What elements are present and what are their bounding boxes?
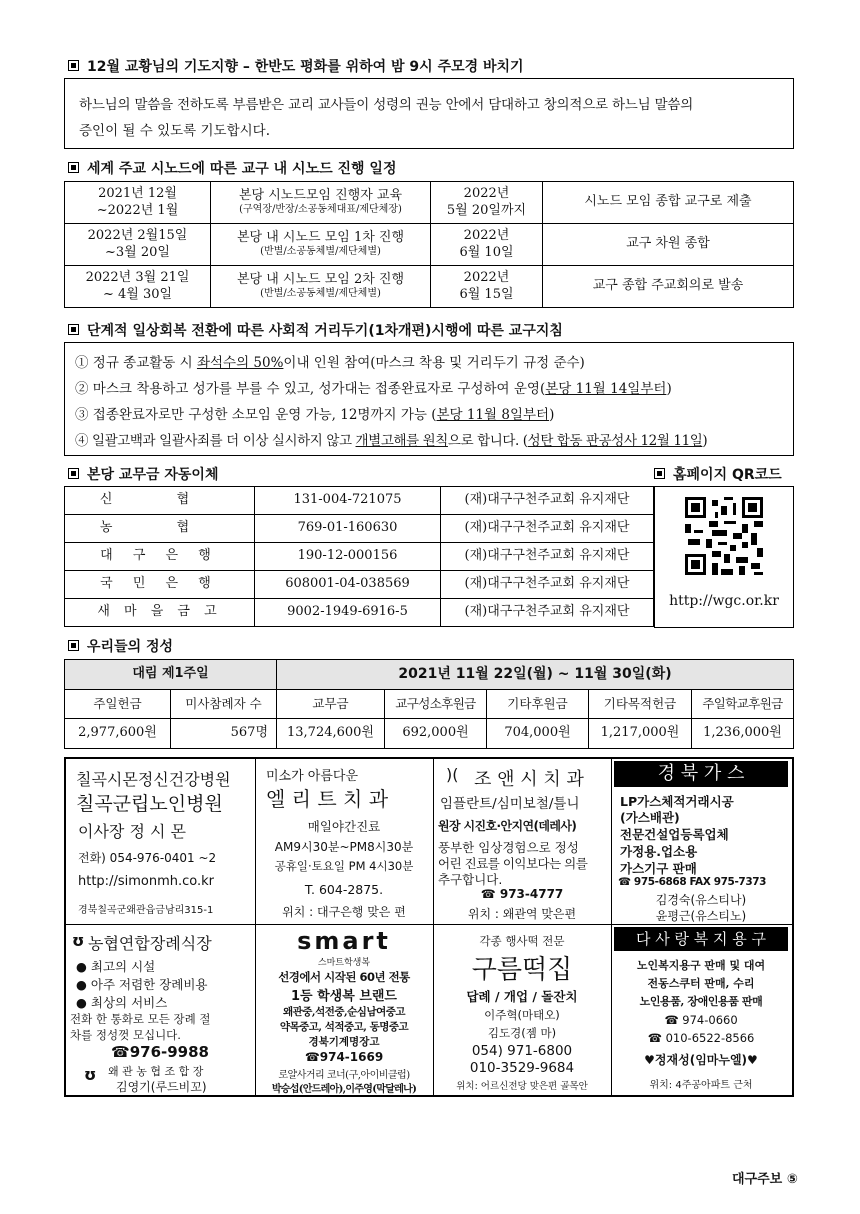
prayer-text-line1: 하느님의 말씀을 전하도록 부름받은 교리 교사들이 성령의 권능 안에서 담대하고 창의적으로 하느님 말씀의 [79, 97, 694, 113]
ad2-line3: 매일야간진료 [307, 819, 381, 834]
covid-line3: ③ 접종완료자로만 구성한 소모임 운영 가능, 12명까지 가능 (본당 11월 8일부터) [75, 407, 555, 423]
ad8-line5: ☎ 974-0660 [664, 1013, 738, 1027]
offering-header: 주일학교후원금 [692, 690, 794, 719]
ad8-line8: 위치: 4주공아파트 근처 [649, 1080, 753, 1091]
square-bullet-icon [68, 162, 79, 173]
table-row [65, 224, 794, 266]
ad8-line3: 전동스쿠터 판매, 수리 [647, 977, 755, 990]
table-row [65, 571, 654, 599]
offering-value: 2,977,600원 [65, 719, 171, 749]
ad-smart-uniform [256, 925, 434, 1095]
ad1-line2: 칠곡군립노인병원 [76, 793, 223, 815]
offering-value: 1,236,000원 [692, 719, 794, 749]
bank-name: 국 민 은 행 [65, 571, 255, 599]
ad6-line4: 1등 학생복 브랜드 [290, 989, 397, 1004]
ad5-line9: 김영기(루드비꼬) [116, 1080, 207, 1094]
ad-dasarang-welfare [612, 925, 792, 1095]
bank-account: 769-01-160630 [255, 515, 441, 543]
table-row [65, 543, 654, 571]
ad7-line7: 010-3529-9684 [469, 1060, 575, 1076]
page-footer: 대구주보 ⑤ [732, 1172, 798, 1187]
table-row [65, 660, 794, 690]
bank-name: 신 협 [65, 487, 255, 515]
bank-section-title: 본당 교무금 자동이체 [68, 464, 218, 484]
ad5-line1: 농협연합장례식장 [88, 934, 212, 953]
ad5-line6: 차를 정성껏 모십니다. [70, 1028, 181, 1042]
square-bullet-icon [68, 60, 79, 71]
ad5-line8: 왜 관 농 협 조 합 장 [108, 1065, 204, 1078]
ad2-line2: 엘 리 트 치 과 [266, 787, 389, 811]
synod-task: 본당 시노드모임 진행자 교육 (구역장/반장/소공동체대표/제단체장) [211, 182, 431, 224]
ad6-line6: 약목중고, 석적중고, 동명중고 [279, 1021, 409, 1033]
synod-section-title: 세계 주교 시노드에 따른 교구 내 시노드 진행 일정 [68, 158, 396, 178]
ad2-line4: AM9시30분~PM8시30분 [274, 840, 414, 854]
homepage-url[interactable]: http://wgc.or.kr [669, 593, 779, 609]
prayer-text-line2: 증인이 될 수 있도록 기도합시다. [79, 123, 270, 139]
ad4-line8: 김경숙(유스티나) [655, 893, 747, 907]
offering-value: 13,724,600원 [277, 719, 385, 749]
ad6-line9: 로얄사거리 코너(구,아이비클럽) [278, 1070, 410, 1081]
ad4-line2: LP가스체적거래시공 [620, 794, 734, 809]
table-row [65, 266, 794, 308]
offering-header: 미사참례자 수 [171, 690, 277, 719]
ad1-line5: http://simonmh.co.kr [78, 874, 214, 889]
ad7-line2: 구름떡집 [471, 955, 573, 985]
ad5-line5: 전화 한 통화로 모든 장례 절 [70, 1012, 211, 1026]
ad6-line10: 박승섭(안드레아),이주영(막달레나) [271, 1084, 417, 1095]
ad8-line7: ♥정재성(임마누엘)♥ [644, 1053, 758, 1067]
offering-value: 704,000원 [487, 719, 589, 749]
covid-line1: ① 정규 종교활동 시 좌석수의 50%이내 인원 참여(마스크 착용 및 거리두기 규정 준수) [75, 355, 585, 371]
ad1-line6: 경북칠곡군왜관읍금남리315-1 [78, 905, 214, 916]
ad1-line4: 전화) 054-976-0401 ~2 [78, 851, 217, 865]
ad7-line1: 각종 행사떡 전문 [479, 934, 565, 948]
smart-logo: smart [297, 927, 391, 955]
prayer-section-title: 12월 교황님의 기도지향 – 한반도 평화를 위하여 밤 9시 주모경 바치기 [68, 56, 524, 76]
ad6-line7: 경북기계명장고 [308, 1036, 380, 1048]
ad2-line7: 위치 : 대구은행 맞은 편 [282, 905, 406, 919]
offering-header: 주일헌금 [65, 690, 171, 719]
offering-value: 692,000원 [385, 719, 487, 749]
prayer-box [64, 78, 794, 149]
bank-holder: (재)대구구천주교회 유지재단 [441, 543, 654, 571]
ad3-line2: 임플란트/심미보철/틀니 [440, 796, 580, 812]
bank-account: 608001-04-038569 [255, 571, 441, 599]
offering-value: 567명 [171, 719, 277, 749]
table-row [65, 182, 794, 224]
nh-logo-icon: ʊ [72, 931, 85, 950]
ad4-line7: ☎ 975-6868 FAX 975-7373 [618, 876, 767, 888]
ad7-line4: 이주혁(마태오) [484, 1008, 560, 1022]
synod-due: 2022년 6월 15일 [431, 266, 543, 308]
ad6-line2: 스마트학생복 [317, 958, 371, 968]
synod-result: 교구 차원 종합 [543, 224, 794, 266]
bank-holder: (재)대구구천주교회 유지재단 [441, 571, 654, 599]
ad4-line4: 전문건설업등록업체 [620, 827, 729, 842]
synod-result: 교구 종합 주교회의로 발송 [543, 266, 794, 308]
ad5-line7: ☎976-9988 [111, 1043, 209, 1061]
ad4-line5: 가정용.업소용 [620, 844, 698, 859]
synod-period: 2021년 12월 ~2022년 1월 [65, 182, 211, 224]
synod-period: 2022년 3월 21일 ~ 4월 30일 [65, 266, 211, 308]
offering-period: 2021년 11월 22일(월) ~ 11월 30일(화) [277, 660, 794, 690]
ad4-line3: (가스배관) [620, 810, 680, 825]
ad3-line5: 어린 진료를 이익보다는 의를 [438, 856, 588, 871]
square-bullet-icon [654, 468, 665, 479]
ad7-line3: 답례 / 개업 / 돌잔치 [466, 989, 578, 1004]
table-row [65, 515, 654, 543]
table-row [65, 487, 654, 515]
bank-account: 131-004-721075 [255, 487, 441, 515]
ad4-line9: 윤평근(유스티노) [655, 909, 747, 923]
synod-task: 본당 내 시노드 모임 1차 진행 (반별/소공동체별/제단체별) [211, 224, 431, 266]
bank-account: 9002-1949-6916-5 [255, 599, 441, 627]
covid-box [64, 342, 794, 456]
bank-holder: (재)대구구천주교회 유지재단 [441, 487, 654, 515]
qr-box [654, 486, 794, 628]
offering-header: 교구성소후원금 [385, 690, 487, 719]
ad-nh-funeral [66, 925, 256, 1095]
table-row [65, 719, 794, 749]
offering-table [64, 659, 794, 749]
ad5-line4: ● 최상의 서비스 [76, 995, 168, 1010]
square-bullet-icon [68, 468, 79, 479]
ad-gyeongbuk-gas [612, 759, 792, 925]
bank-holder: (재)대구구천주교회 유지재단 [441, 599, 654, 627]
bank-account: 190-12-000156 [255, 543, 441, 571]
ad3-line3: 원장 시진호·안지연(데레사) [438, 819, 577, 833]
ad6-line3: 선경에서 시작된 60년 전통 [278, 970, 410, 984]
offering-header: 교무금 [277, 690, 385, 719]
covid-line2: ② 마스크 착용하고 성가를 부를 수 있고, 성가대는 접종완료자로 구성하여 운영(본당 11월 14일부터) [75, 381, 672, 397]
ad7-line6: 054) 971-6800 [471, 1043, 573, 1059]
ad5-line2: ● 최고의 시설 [76, 959, 156, 974]
ad3-line1: 조 앤 시 치 과 [474, 769, 584, 790]
offering-header: 기타목적헌금 [589, 690, 692, 719]
table-row [65, 690, 794, 719]
ad2-line6: T. 604-2875. [304, 882, 384, 897]
ad2-line5: 공휴일·토요일 PM 4시30분 [274, 859, 414, 873]
square-bullet-icon [68, 324, 79, 335]
ad4-line6: 가스기구 판매 [620, 861, 697, 876]
bank-name: 농 협 [65, 515, 255, 543]
synod-result: 시노드 모임 종합 교구로 제출 [543, 182, 794, 224]
synod-due: 2022년 6월 10일 [431, 224, 543, 266]
ad8-line1: 다 사 랑 복 지 용 구 [614, 927, 788, 951]
ad1-line1: 칠곡시몬정신건강병원 [76, 770, 231, 789]
synod-task: 본당 내 시노드 모임 2차 진행 (반별/소공동체별/제단체별) [211, 266, 431, 308]
bank-name: 새 마 을 금 고 [65, 599, 255, 627]
ad1-line3: 이사장 정 시 몬 [78, 822, 186, 841]
ad8-line2: 노인복지용구 판매 및 대여 [636, 959, 766, 972]
bank-name: 대 구 은 행 [65, 543, 255, 571]
synod-due: 2022년 5월 20일까지 [431, 182, 543, 224]
ad8-line6: ☎ 010-6522-8566 [647, 1031, 755, 1045]
ad6-line5: 왜관중,석전중,순심남여중고 [282, 1006, 406, 1018]
offering-value: 1,217,000원 [589, 719, 692, 749]
ad7-line5: 김도경(젬 마) [487, 1026, 557, 1040]
ad4-line1: 경 북 가 스 [614, 761, 788, 787]
ad-joan-dental [434, 759, 612, 925]
covid-section-title: 단계적 일상회복 전환에 따른 사회적 거리두기(1차개편)시행에 따른 교구지침 [68, 320, 563, 340]
qr-section-title: 홈페이지 QR코드 [654, 464, 782, 484]
synod-table [64, 181, 794, 308]
ad-simon-hospital [66, 759, 256, 925]
ad6-line8: ☎974-1669 [304, 1050, 384, 1064]
ad3-line7: ☎ 973-4777 [480, 887, 564, 901]
bank-holder: (재)대구구천주교회 유지재단 [441, 515, 654, 543]
offering-section-title: 우리들의 정성 [68, 636, 173, 656]
ad5-line3: ● 아주 저렴한 장례비용 [76, 977, 208, 992]
ad3-line6: 추구합니다. [438, 872, 503, 887]
qr-code-icon[interactable] [685, 497, 763, 575]
square-bullet-icon [68, 640, 79, 651]
bank-table [64, 486, 654, 627]
offering-header: 기타후원금 [487, 690, 589, 719]
covid-line4: ④ 일괄고백과 일괄사죄를 더 이상 실시하지 않고 개별고해를 원칙으로 합니다. (성탄 합동 판공성사 12월 11일) [75, 433, 708, 449]
ad-elite-dental [256, 759, 434, 925]
table-row [65, 599, 654, 627]
nh-logo-icon: ʊ [84, 1065, 97, 1084]
ad2-line1: 미소가 아름다운 [266, 769, 359, 784]
ad8-line4: 노인용품, 장애인용품 판매 [639, 995, 763, 1008]
ad3-line8: 위치 : 왜관역 맞은편 [467, 907, 577, 921]
tooth-icon: )( [446, 765, 459, 784]
offering-week: 대림 제1주일 [65, 660, 277, 690]
ad-gureum-rice-cake [434, 925, 612, 1095]
ad3-line4: 풍부한 임상경험으로 정성 [438, 840, 579, 855]
synod-period: 2022년 2월15일 ~3월 20일 [65, 224, 211, 266]
ad7-line8: 위치: 어르신전당 맞은편 골목안 [456, 1081, 588, 1092]
